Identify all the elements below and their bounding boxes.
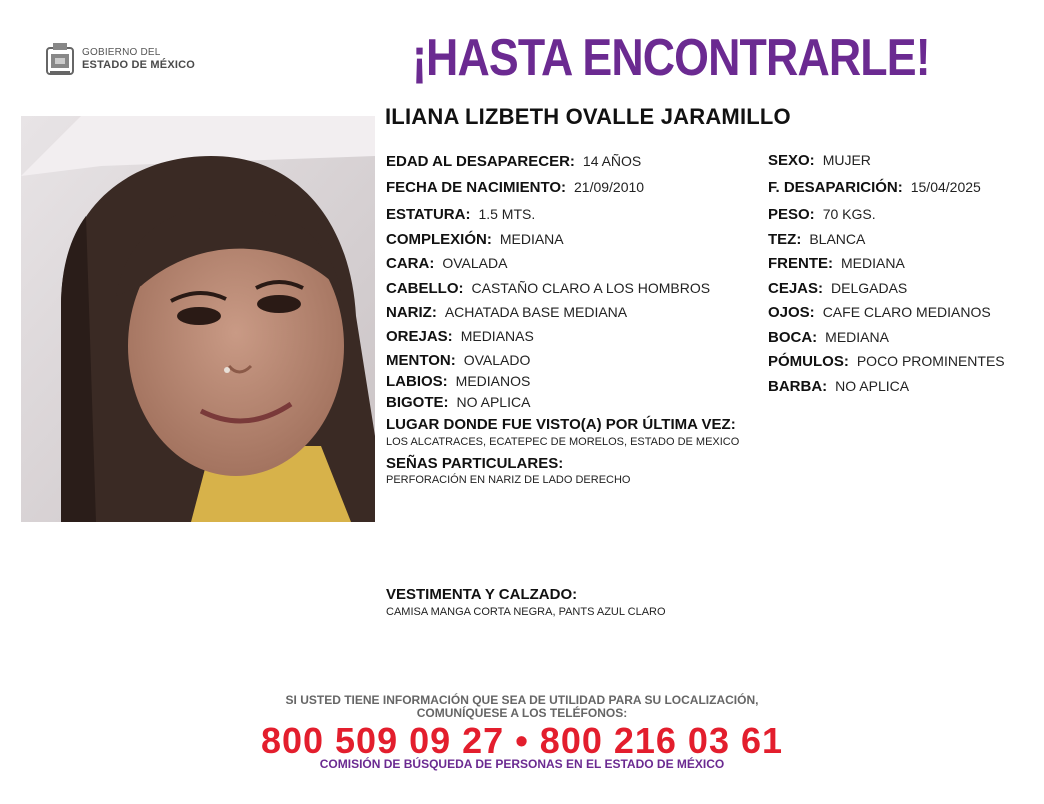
field-label: LABIOS: [386, 373, 448, 390]
gov-line1: GOBIERNO DEL [82, 47, 161, 58]
field-birthdate [386, 179, 644, 196]
last-seen-label: LUGAR DONDE FUE VISTO(A) POR ÚLTIMA VEZ: [386, 416, 736, 433]
field-value: 14 AÑOS [582, 153, 642, 169]
field-label: ESTATURA: [386, 206, 471, 223]
field-label: MENTON: [386, 352, 456, 369]
field-label: FECHA DE NACIMIENTO: [386, 179, 566, 196]
field-label: BARBA: [768, 378, 828, 395]
field-value: NO APLICA [456, 394, 531, 410]
field-forehead [768, 255, 905, 272]
headline: ¡HASTA ENCONTRARLE! [412, 29, 930, 87]
field-ears [386, 328, 534, 345]
field-face [386, 255, 507, 272]
field-label: F. DESAPARICIÓN: [768, 179, 903, 196]
marks-value: PERFORACIÓN EN NARIZ DE LADO DERECHO [386, 474, 631, 486]
person-name: ILIANA LIZBETH OVALLE JARAMILLO [385, 104, 791, 129]
field-height [386, 206, 535, 223]
field-hair [386, 280, 710, 297]
field-value: MEDIANA [841, 255, 905, 271]
field-value: 15/04/2025 [910, 179, 981, 195]
field-mouth [768, 329, 889, 346]
field-value: POCO PROMINENTES [856, 353, 1005, 369]
field-build [386, 231, 564, 248]
footer-note-line2: COMUNÍQUESE A LOS TELÉFONOS: [416, 706, 628, 720]
phone-numbers: 800 509 09 27 • 800 216 03 61 [260, 720, 784, 761]
field-value: CAFE CLARO MEDIANOS [822, 304, 991, 320]
footer-note-line1: SI USTED TIENE INFORMACIÓN QUE SEA DE UTILIDAD PARA SU LOCALIZACIÓN, [285, 693, 759, 707]
commission-name: COMISIÓN DE BÚSQUEDA DE PERSONAS EN EL ESTADO DE MÉXICO [319, 757, 725, 771]
clothing-label: VESTIMENTA Y CALZADO: [386, 586, 578, 603]
field-sex [768, 152, 871, 169]
field-label: EDAD AL DESAPARECER: [386, 153, 575, 170]
field-label: NARIZ: [386, 304, 437, 321]
field-value: BLANCA [809, 231, 866, 247]
field-label: PESO: [768, 206, 815, 223]
clothing-value: CAMISA MANGA CORTA NEGRA, PANTS AZUL CLARO [386, 606, 666, 618]
field-beard [768, 378, 909, 395]
field-value: OVALADA [442, 255, 508, 271]
field-label: PÓMULOS: [768, 353, 849, 370]
field-label: OREJAS: [386, 328, 453, 345]
field-value: 1.5 MTS. [478, 206, 536, 222]
field-label: COMPLEXIÓN: [386, 231, 492, 248]
field-value: ACHATADA BASE MEDIANA [444, 304, 628, 320]
field-complexion [768, 231, 865, 248]
field-label: OJOS: [768, 304, 815, 321]
state-seal-icon [44, 40, 76, 78]
field-weight [768, 206, 876, 223]
gov-line2: ESTADO DE MÉXICO [82, 59, 196, 71]
field-value: NO APLICA [835, 378, 910, 394]
field-value: MEDIANA [499, 231, 564, 247]
field-value: 70 KGS. [822, 206, 876, 222]
field-value: MUJER [822, 152, 871, 168]
field-label: CABELLO: [386, 280, 464, 297]
marks-label: SEÑAS PARTICULARES: [386, 455, 564, 472]
field-label: CARA: [386, 255, 435, 272]
missing-person-photo [21, 116, 375, 522]
field-label: BOCA: [768, 329, 818, 346]
field-label: SEXO: [768, 152, 815, 169]
field-eyebrows [768, 280, 907, 297]
field-value: OVALADO [463, 352, 531, 368]
field-cheekbones [768, 353, 1005, 370]
field-eyes [768, 304, 991, 321]
field-moustache [386, 394, 530, 411]
field-age [386, 153, 641, 170]
field-value: DELGADAS [831, 280, 908, 296]
field-label: TEZ: [768, 231, 802, 248]
field-value: CASTAÑO CLARO A LOS HOMBROS [471, 280, 711, 296]
field-chin [386, 352, 530, 369]
field-value: MEDIANAS [460, 328, 534, 344]
field-label: FRENTE: [768, 255, 833, 272]
field-label: CEJAS: [768, 280, 824, 297]
field-value: MEDIANOS [455, 373, 531, 389]
government-logo [44, 38, 204, 80]
last-seen-value: LOS ALCATRACES, ECATEPEC DE MORELOS, ESTADO DE MEXICO [386, 436, 740, 448]
field-label: BIGOTE: [386, 394, 449, 411]
field-lips [386, 373, 530, 390]
field-value: 21/09/2010 [574, 179, 645, 195]
field-disappearance-date [768, 179, 981, 196]
field-value: MEDIANA [825, 329, 889, 345]
field-nose [386, 304, 627, 321]
